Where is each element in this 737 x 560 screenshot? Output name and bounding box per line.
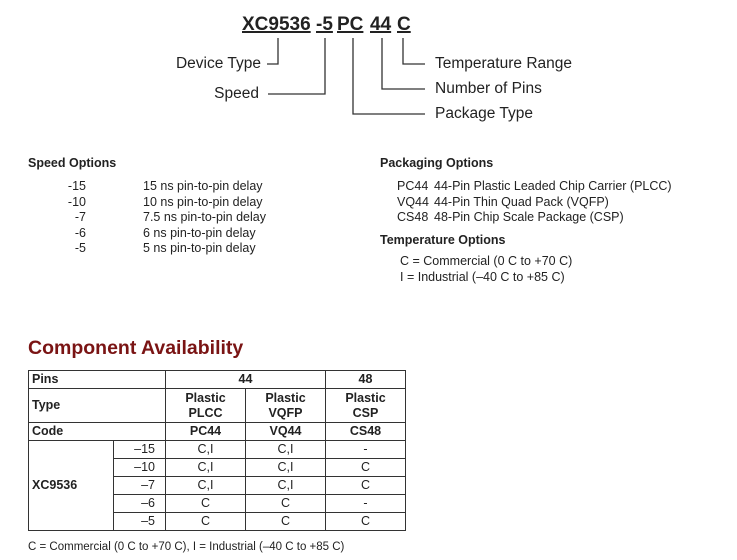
- temperature-options-list: [400, 254, 572, 286]
- availability-cell: C: [326, 477, 406, 495]
- type-csp: Plastic CSP: [326, 389, 406, 423]
- availability-cell: C: [326, 459, 406, 477]
- code: PC44: [166, 423, 246, 441]
- speed-code: -6: [74, 225, 86, 240]
- package-desc: 48-Pin Chip Scale Package (CSP): [434, 210, 624, 224]
- packaging-options-heading: Packaging Options: [380, 156, 494, 170]
- package-code: PC44: [397, 179, 429, 193]
- package-code: CS48: [397, 210, 429, 224]
- pins-header: Pins: [29, 371, 166, 389]
- package-code: VQ44: [397, 194, 429, 209]
- speed-cell: –10: [114, 459, 166, 477]
- speed-cell: –7: [114, 477, 166, 495]
- availability-cell: C: [166, 495, 246, 513]
- speed-desc: 15 ns pin-to-pin delay: [143, 179, 263, 193]
- pins-48: 48: [326, 371, 406, 389]
- speed-code: -5: [74, 241, 86, 255]
- availability-cell: C,I: [246, 459, 326, 477]
- speed-desc: 10 ns pin-to-pin delay: [143, 194, 263, 209]
- type-vqfp: Plastic VQFP: [246, 389, 326, 423]
- label-speed: Speed: [214, 85, 259, 102]
- device-cell: XC9536: [29, 441, 114, 531]
- temperature-option: C = Commercial (0 C to +70 C): [400, 254, 573, 268]
- availability-table: [28, 370, 406, 531]
- package-desc: 44-Pin Thin Quad Pack (VQFP): [434, 194, 609, 209]
- speed-cell: –6: [114, 495, 166, 513]
- availability-cell: C,I: [246, 441, 326, 459]
- label-temperature-range: Temperature Range: [435, 55, 572, 72]
- diagram-lines: [0, 0, 737, 130]
- speed-code: -7: [74, 210, 86, 224]
- speed-code: -10: [67, 194, 86, 209]
- availability-cell: C,I: [166, 477, 246, 495]
- part-temp: C: [397, 14, 411, 35]
- availability-cell: -: [326, 495, 406, 513]
- availability-cell: C,I: [246, 477, 326, 495]
- availability-footnote: C = Commercial (0 C to +70 C), I = Industrial (–40 C to +85 C): [28, 541, 345, 553]
- type-header: Type: [29, 389, 166, 423]
- availability-cell: C,I: [166, 441, 246, 459]
- label-number-of-pins: Number of Pins: [435, 80, 542, 97]
- code: CS48: [326, 423, 406, 441]
- availability-cell: C: [326, 513, 406, 531]
- part-pins: 44: [370, 14, 392, 35]
- speed-desc: 7.5 ns pin-to-pin delay: [143, 210, 266, 224]
- label-package-type: Package Type: [435, 105, 533, 122]
- speed-desc: 6 ns pin-to-pin delay: [143, 225, 256, 240]
- label-device-type: Device Type: [175, 55, 261, 72]
- availability-cell: C,I: [166, 459, 246, 477]
- component-availability-title: Component Availability: [28, 337, 244, 359]
- speed-cell: –5: [114, 513, 166, 531]
- table-row: [29, 441, 406, 459]
- part-speed: -5: [316, 14, 333, 35]
- speed-cell: –15: [114, 441, 166, 459]
- availability-cell: -: [326, 441, 406, 459]
- part-device: XC9536: [242, 14, 311, 35]
- speed-desc: 5 ns pin-to-pin delay: [143, 241, 256, 255]
- availability-cell: C: [246, 513, 326, 531]
- speed-code: -15: [67, 179, 86, 193]
- part-package: PC: [337, 14, 364, 35]
- availability-cell: C: [246, 495, 326, 513]
- package-desc: 44-Pin Plastic Leaded Chip Carrier (PLCC): [434, 179, 672, 193]
- availability-cell: C: [166, 513, 246, 531]
- type-plcc: Plastic PLCC: [166, 389, 246, 423]
- pins-44: 44: [166, 371, 326, 389]
- temperature-options-heading: Temperature Options: [380, 233, 506, 247]
- code: VQ44: [246, 423, 326, 441]
- speed-options-heading: Speed Options: [28, 156, 117, 170]
- code-header: Code: [29, 423, 166, 441]
- temperature-option: I = Industrial (–40 C to +85 C): [400, 270, 565, 284]
